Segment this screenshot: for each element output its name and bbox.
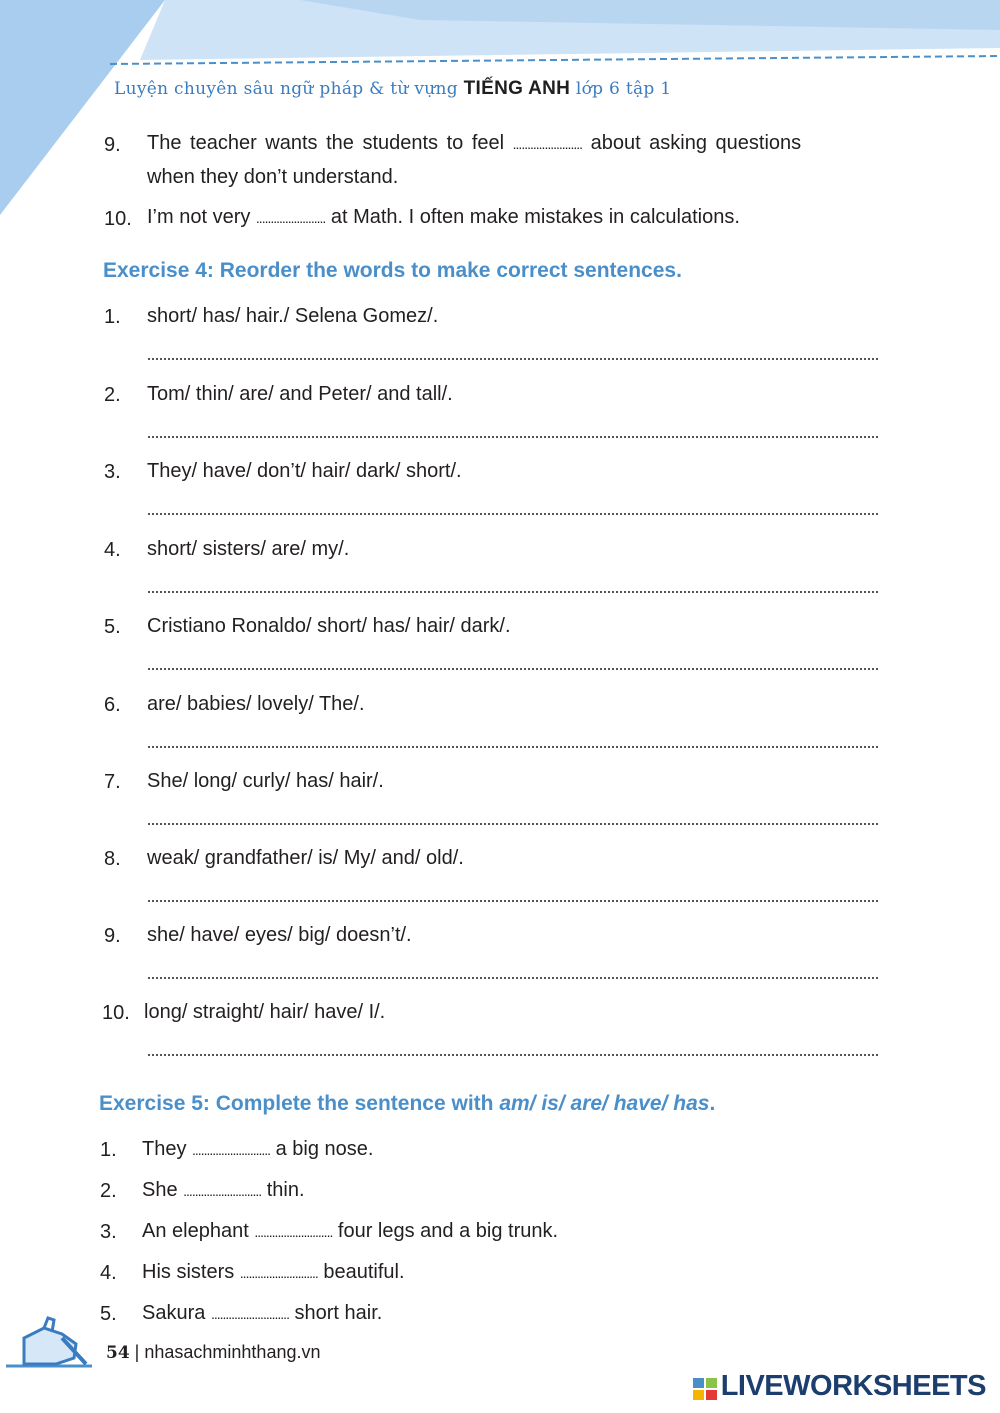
reorder-words: short/ has/ hair./ Selena Gomez/. [147, 305, 439, 327]
site-url: nhasachminhthang.vn [144, 1342, 321, 1362]
answer-line[interactable] [148, 668, 878, 670]
answer-line[interactable] [148, 513, 878, 515]
item-number: 4. [100, 1262, 117, 1284]
writing-hand-icon [4, 1314, 96, 1374]
header-prefix: Luyện chuyên sâu ngữ pháp & từ vựng [114, 79, 464, 99]
answer-line[interactable] [148, 900, 878, 902]
blank[interactable]: ........................ [512, 136, 583, 152]
liveworksheets-logo-icon [692, 1376, 718, 1402]
header-decoration [0, 0, 1000, 230]
blank[interactable]: ........................... [210, 1306, 289, 1322]
answer-line[interactable] [148, 1054, 878, 1056]
exercise-5-words: am/ is/ are/ have/ has [499, 1092, 710, 1115]
exercise-4-title: Exercise 4: Reorder the words to make correct sentences. [103, 259, 682, 282]
item-number: 10. [102, 1002, 130, 1024]
item-number: 3. [104, 461, 121, 483]
item-number: 4. [104, 539, 121, 561]
item-number: 2. [100, 1180, 117, 1202]
item-number: 3. [100, 1221, 117, 1243]
item-number: 6. [104, 694, 121, 716]
item-number: 1. [104, 306, 121, 328]
answer-line[interactable] [148, 823, 878, 825]
fill-sentence: They ........................... a big nose. [142, 1138, 374, 1160]
reorder-words: are/ babies/ lovely/ The/. [147, 693, 365, 715]
item-number: 8. [104, 848, 121, 870]
blank[interactable]: ........................ [255, 210, 326, 226]
item-number: 5. [100, 1303, 117, 1325]
header-suffix: lớp 6 tập 1 [570, 79, 672, 99]
reorder-words: weak/ grandfather/ is/ My/ and/ old/. [147, 847, 464, 869]
answer-line[interactable] [148, 436, 878, 438]
blank[interactable]: ........................... [192, 1142, 271, 1158]
blank[interactable]: ........................... [183, 1183, 262, 1199]
fill-sentence: She ........................... thin. [142, 1179, 305, 1201]
question-9: The teacher wants the students to feel ........................ about asking questions [147, 132, 802, 154]
question-9-line2: when they don’t understand. [147, 166, 399, 188]
fill-sentence: Sakura ........................... short hair. [142, 1302, 383, 1324]
item-number: 7. [104, 771, 121, 793]
item-number: 5. [104, 616, 121, 638]
liveworksheets-brand: LIVEWORKSHEETS [720, 1370, 986, 1402]
exercise-5-title: Exercise 5: Complete the sentence with am/ is/ are/ have/ has. [99, 1092, 716, 1115]
item-number: 9. [104, 134, 121, 156]
reorder-words: They/ have/ don’t/ hair/ dark/ short/. [147, 460, 462, 482]
fill-sentence: His sisters ........................... beautiful. [142, 1261, 405, 1283]
reorder-words: she/ have/ eyes/ big/ doesn’t/. [147, 924, 412, 946]
blank[interactable]: ........................... [239, 1265, 318, 1281]
answer-line[interactable] [148, 358, 878, 360]
reorder-words: short/ sisters/ are/ my/. [147, 538, 350, 560]
book-header [114, 78, 671, 100]
answer-line[interactable] [148, 977, 878, 979]
reorder-words: long/ straight/ hair/ have/ I/. [144, 1001, 386, 1023]
item-number: 10. [104, 208, 132, 230]
blank[interactable]: ........................... [254, 1224, 333, 1240]
page-footer: 54 | nhasachminhthang.vn [106, 1342, 321, 1363]
question-10: I’m not very ........................ at Math. I often make mistakes in calculations. [147, 206, 740, 228]
item-number: 2. [104, 384, 121, 406]
answer-line[interactable] [148, 591, 878, 593]
reorder-words: Cristiano Ronaldo/ short/ has/ hair/ dark/. [147, 615, 511, 637]
reorder-words: She/ long/ curly/ has/ hair/. [147, 770, 384, 792]
fill-sentence: An elephant ........................... four legs and a big trunk. [142, 1220, 559, 1242]
reorder-words: Tom/ thin/ are/ and Peter/ and tall/. [147, 383, 453, 405]
item-number: 9. [104, 925, 121, 947]
item-number: 1. [100, 1139, 117, 1161]
header-bold: TIẾNG ANH [463, 78, 571, 99]
page-number: 54 [106, 1343, 130, 1363]
answer-line[interactable] [148, 746, 878, 748]
